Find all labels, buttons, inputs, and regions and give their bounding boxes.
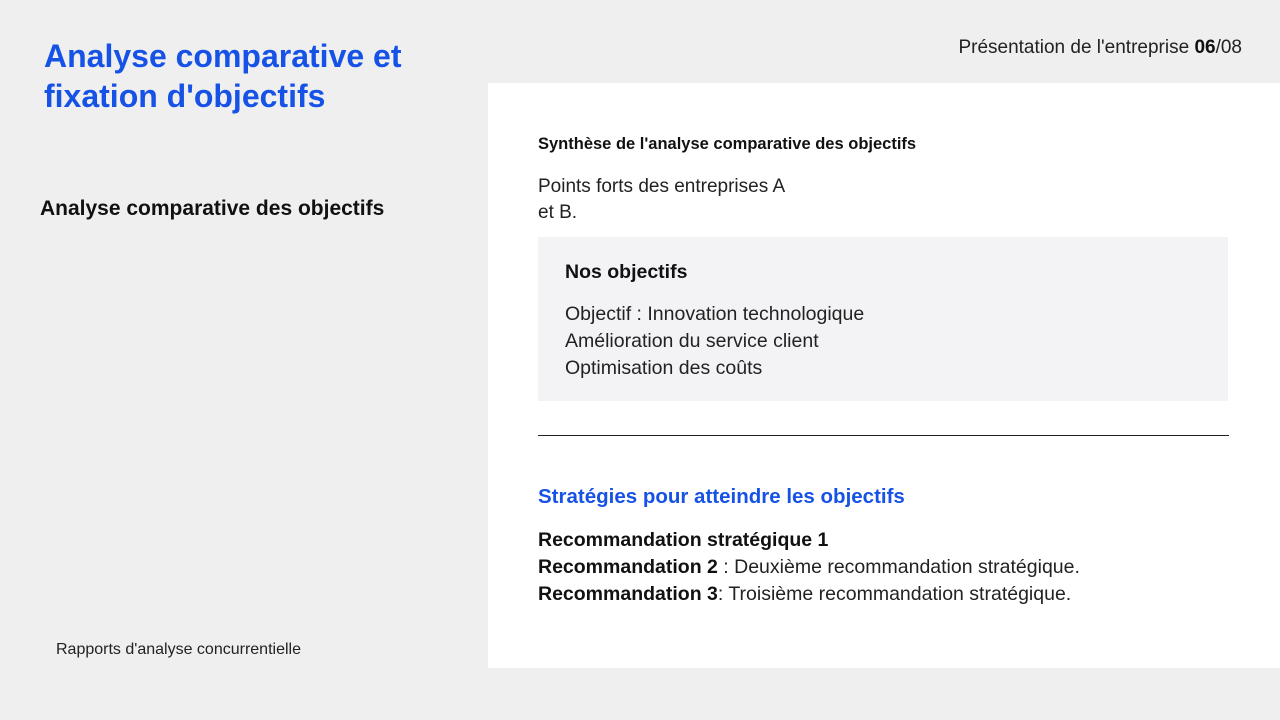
recommendation-text: : Deuxième recommandation stratégique. xyxy=(717,556,1080,578)
objectives-box xyxy=(538,237,1228,401)
panel-heading: Synthèse de l'analyse comparative des objectifs xyxy=(538,135,917,153)
recommendations-list xyxy=(538,527,1080,608)
recommendation-item xyxy=(538,527,1080,554)
slide-title: Analyse comparative et fixation d'objectifs xyxy=(44,38,402,114)
objectives-list xyxy=(565,301,864,382)
page-current: 06 xyxy=(1194,37,1216,58)
content-panel xyxy=(488,83,1280,668)
strengths-text: Points forts des entreprises A et B. xyxy=(538,176,786,223)
recommendation-label: Recommandation 2 xyxy=(538,556,718,578)
recommendation-text: : Troisième recommandation stratégique. xyxy=(717,583,1072,605)
recommendation-label: Recommandation 3 xyxy=(538,583,718,605)
page-label: Présentation de l'entreprise xyxy=(958,37,1195,58)
strategies-title: Stratégies pour atteindre les objectifs xyxy=(538,485,905,508)
recommendation-item xyxy=(538,581,1080,608)
footer-note: Rapports d'analyse concurrentielle xyxy=(56,641,301,658)
page-separator: / xyxy=(1215,37,1221,58)
section-heading: Analyse comparative des objectifs xyxy=(40,197,385,220)
objective-item: Amélioration du service client xyxy=(565,330,819,352)
page-indicator xyxy=(958,37,1242,59)
recommendation-item xyxy=(538,554,1080,581)
objective-item: Optimisation des coûts xyxy=(565,357,763,379)
recommendation-label: Recommandation stratégique 1 xyxy=(538,529,829,551)
objective-item: Objectif : Innovation technologique xyxy=(565,303,865,325)
divider xyxy=(538,435,1229,436)
page-total: 08 xyxy=(1220,37,1242,58)
objectives-title: Nos objectifs xyxy=(565,261,688,283)
